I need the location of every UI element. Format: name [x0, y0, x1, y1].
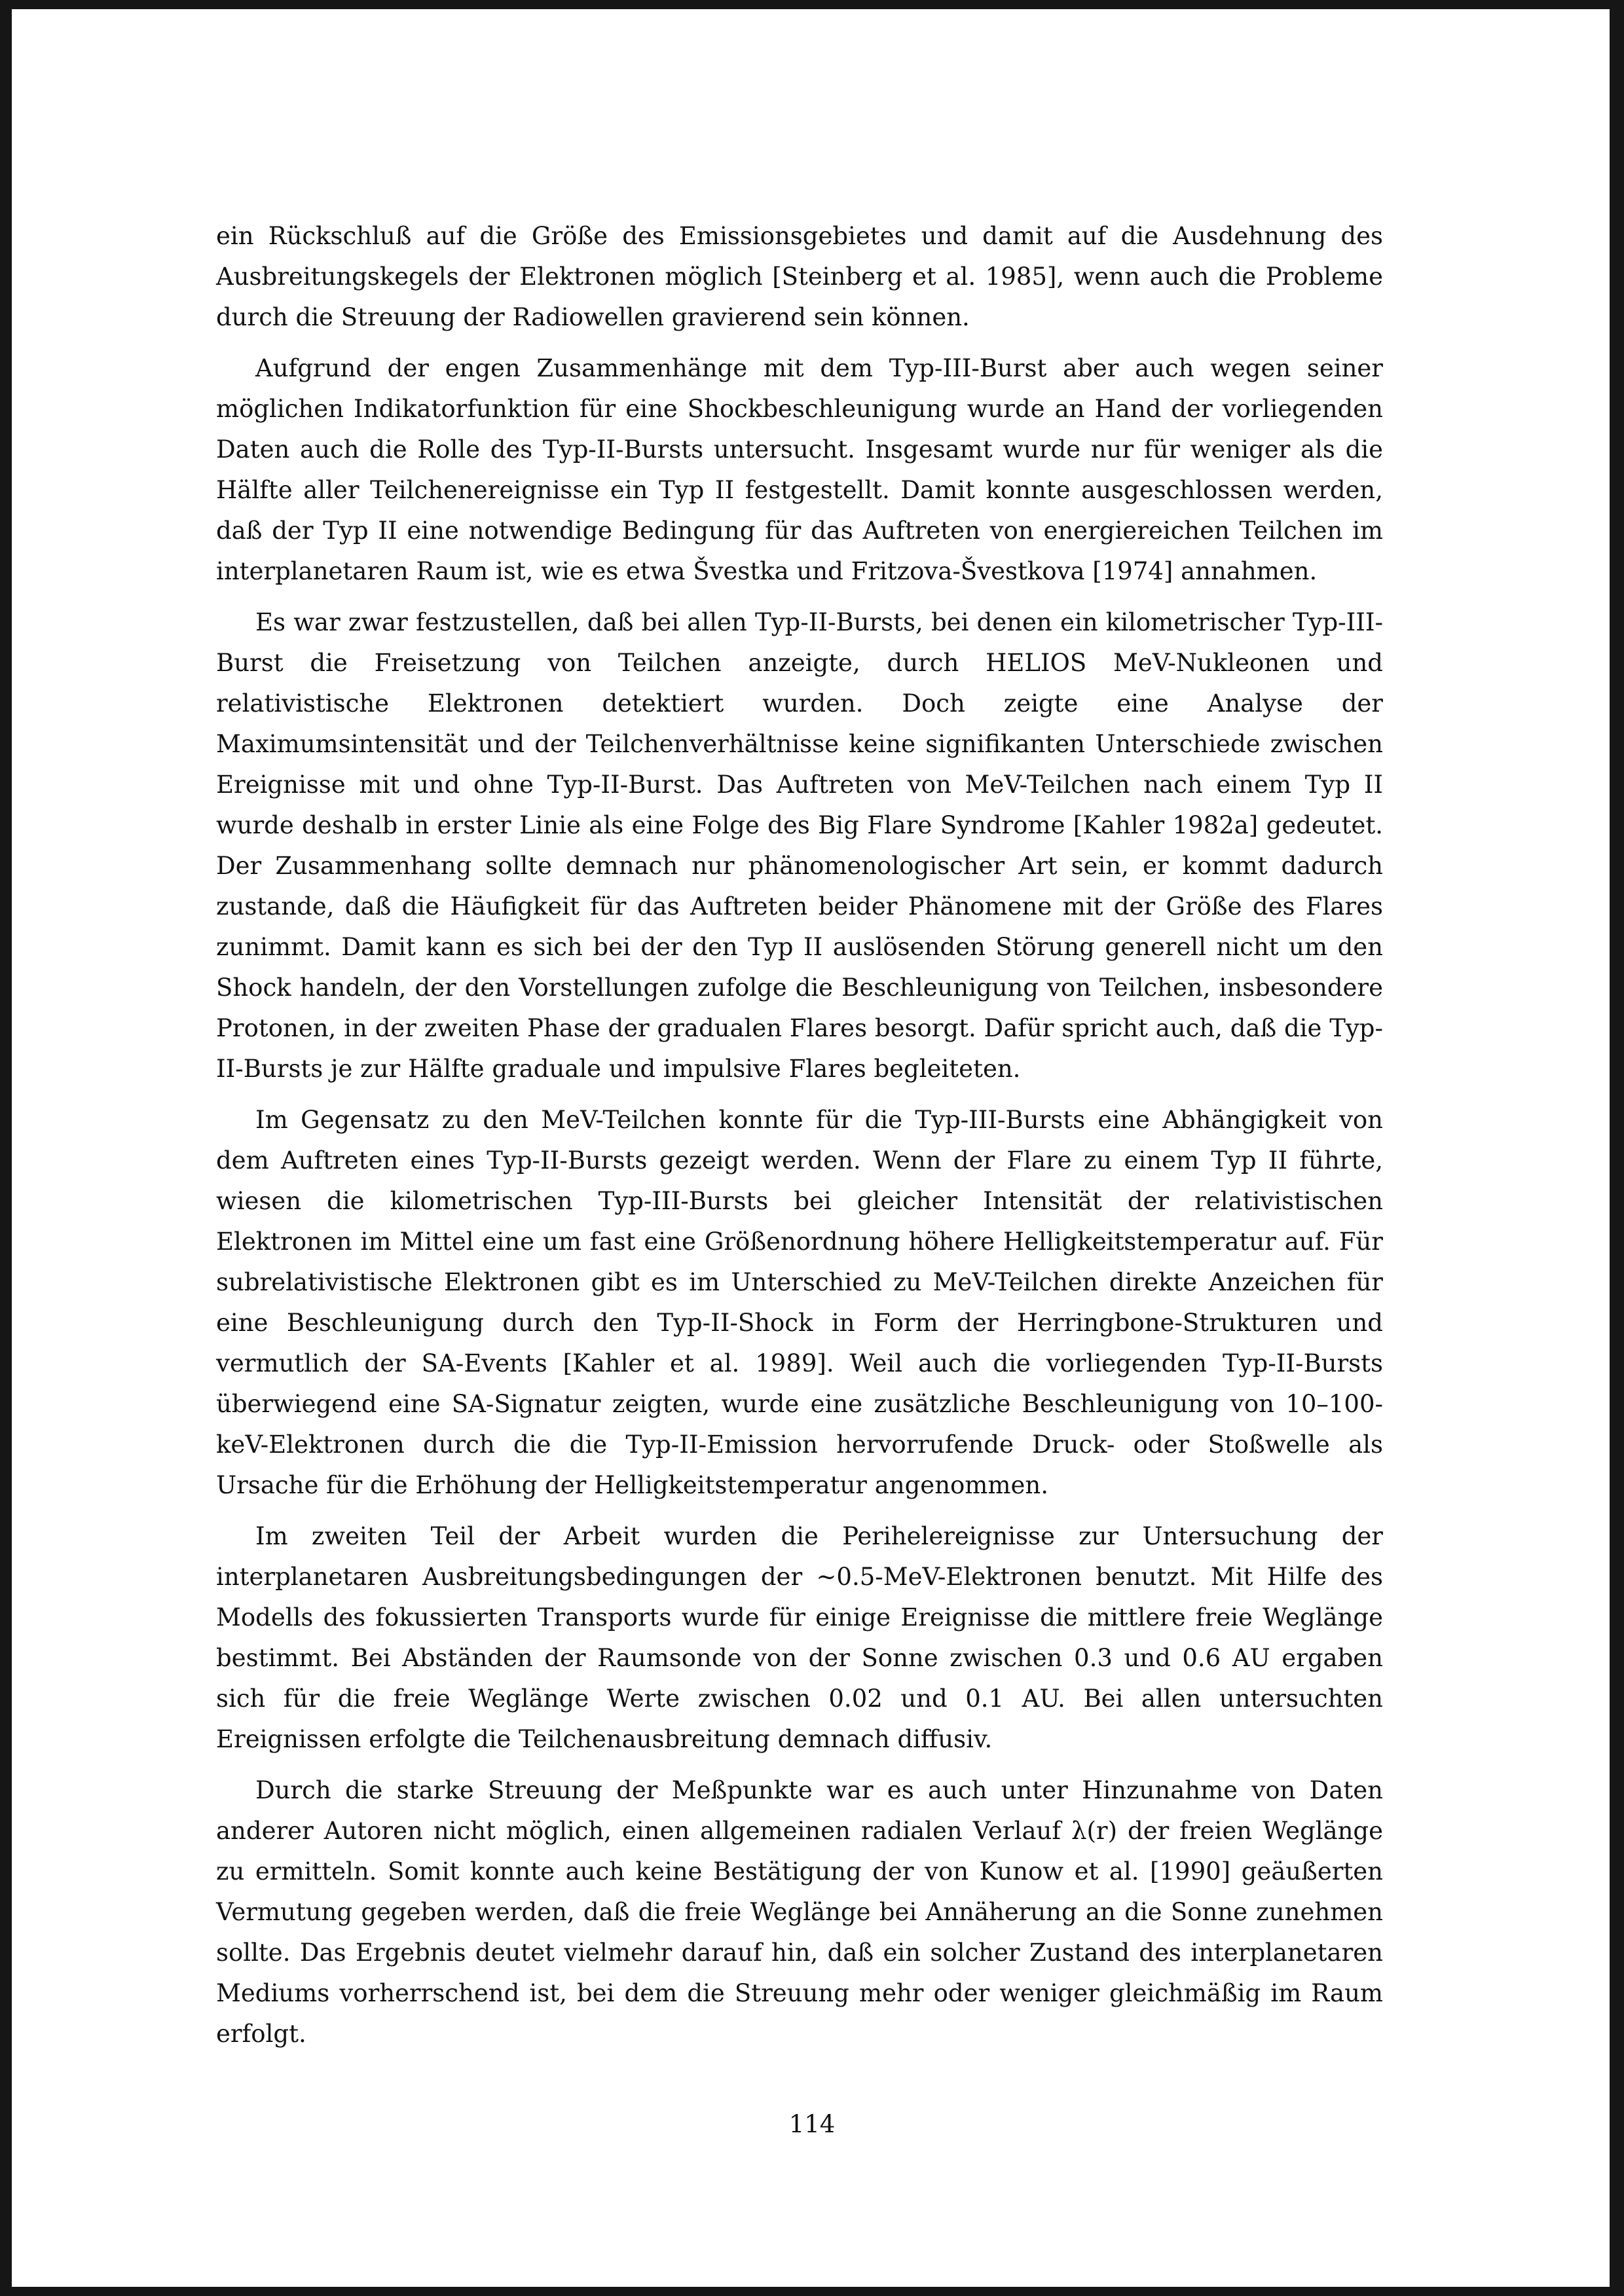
scan-border-left — [0, 0, 12, 2296]
scan-border-top — [0, 0, 1624, 9]
paragraph-mev-particles: Es war zwar festzustellen, daß bei allen Typ-II-Bursts, bei denen ein kilometrischer Typ-III-Burst die Freisetzung von Teilchen anzeigte, durch HELIOS MeV-Nukleonen und relativistische Elektronen detektiert wurden. Doch zeigte eine Analyse der Maximumsintensität und der Teilchenverhältnisse keine signifikanten Unterschiede zwischen Ereignisse mit und ohne Typ-II-Burst. Das Auftreten von MeV-Teilchen nach einem Typ II wurde deshalb in erster Linie als eine Folge des Big Flare Syndrome [Kahler 1982a] gedeutet. Der Zusammenhang sollte demnach nur phänomenologischer Art sein, er kommt dadurch zustande, daß die Häufigkeit für das Auftreten beider Phänomene mit der Größe des Flares zunimmt. Damit kann es sich bei der den Typ II auslösenden Störung generell nicht um den Shock handeln, der den Vorstellungen zufolge die Beschleunigung von Teilchen, insbesondere Protonen, in der zweiten Phase der gradualen Flares besorgt. Dafür spricht auch, daß die Typ-II-Bursts je zur Hälfte graduale und impulsive Flares begleiteten. — [216, 608, 1383, 1083]
paragraph-continuation: ein Rückschluß auf die Größe des Emissionsgebietes und damit auf die Ausdehnung des Ausbreitungskegels der Elektronen möglich [Steinberg et al. 1985], wenn auch die Probleme durch die Streuung der Radiowellen gravierend sein können. — [216, 222, 1383, 331]
paragraph-typ-ii-role: Aufgrund der engen Zusammenhänge mit dem Typ-III-Burst aber auch wegen seiner möglichen Indikatorfunktion für eine Shockbeschleunigung wurde an Hand der vorliegenden Daten auch die Rolle des Typ-II-Bursts untersucht. Insgesamt wurde nur für weniger als die Hälfte aller Teilchenereignisse ein Typ II festgestellt. Damit konnte ausgeschlossen werden, daß der Typ II eine notwendige Bedingung für das Auftreten von energiereichen Teilchen im interplanetaren Raum ist, wie es etwa Švestka und Fritzova-Švestkova [1974] annahmen. — [216, 354, 1383, 585]
page-number: 114 — [788, 2110, 836, 2138]
paragraph-perihel-events: Im zweiten Teil der Arbeit wurden die Perihelereignisse zur Untersuchung der interplanetaren Ausbreitungsbedingungen der ~0.5-MeV-Elektronen benutzt. Mit Hilfe des Modells des fokussierten Transports wurde für einige Ereignisse die mittlere freie Weglänge bestimmt. Bei Abständen der Raumsonde von der Sonne zwischen 0.3 und 0.6 AU ergaben sich für die freie Weglänge Werte zwischen 0.02 und 0.1 AU. Bei allen untersuchten Ereignissen erfolgte die Teilchenausbreitung demnach diffusiv. — [216, 1522, 1383, 1753]
page-body — [216, 216, 1383, 2065]
paragraph-scattering-conclusion: Durch die starke Streuung der Meßpunkte war es auch unter Hinzunahme von Daten anderer Autoren nicht möglich, einen allgemeinen radialen Verlauf λ(r) der freien Weglänge zu ermitteln. Somit konnte auch keine Bestätigung der von Kunow et al. [1990] geäußerten Vermutung gegeben werden, daß die freie Weglänge bei Annäherung an die Sonne zunehmen sollte. Das Ergebnis deutet vielmehr darauf hin, daß ein solcher Zustand des interplanetaren Mediums vorherrschend ist, bei dem die Streuung mehr oder weniger gleichmäßig im Raum erfolgt. — [216, 1776, 1383, 2048]
scan-border-right — [1610, 0, 1624, 2296]
paragraph-typ-iii-dependence: Im Gegensatz zu den MeV-Teilchen konnte für die Typ-III-Bursts eine Abhängigkeit von dem Auftreten eines Typ-II-Bursts gezeigt werden. Wenn der Flare zu einem Typ II führte, wiesen die kilometrischen Typ-III-Bursts bei gleicher Intensität der relativistischen Elektronen im Mittel eine um fast eine Größenordnung höhere Helligkeitstemperatur auf. Für subrelativistische Elektronen gibt es im Unterschied zu MeV-Teilchen direkte Anzeichen für eine Beschleunigung durch den Typ-II-Shock in Form der Herringbone-Strukturen und vermutlich der SA-Events [Kahler et al. 1989]. Weil auch die vorliegenden Typ-II-Bursts überwiegend eine SA-Signatur zeigten, wurde eine zusätzliche Beschleunigung von 10–100-keV-Elektronen durch die die Typ-II-Emission hervorrufende Druck- oder Stoßwelle als Ursache für die Erhöhung der Helligkeitstemperatur angenommen. — [216, 1106, 1383, 1499]
scan-border-bottom — [0, 2287, 1624, 2296]
